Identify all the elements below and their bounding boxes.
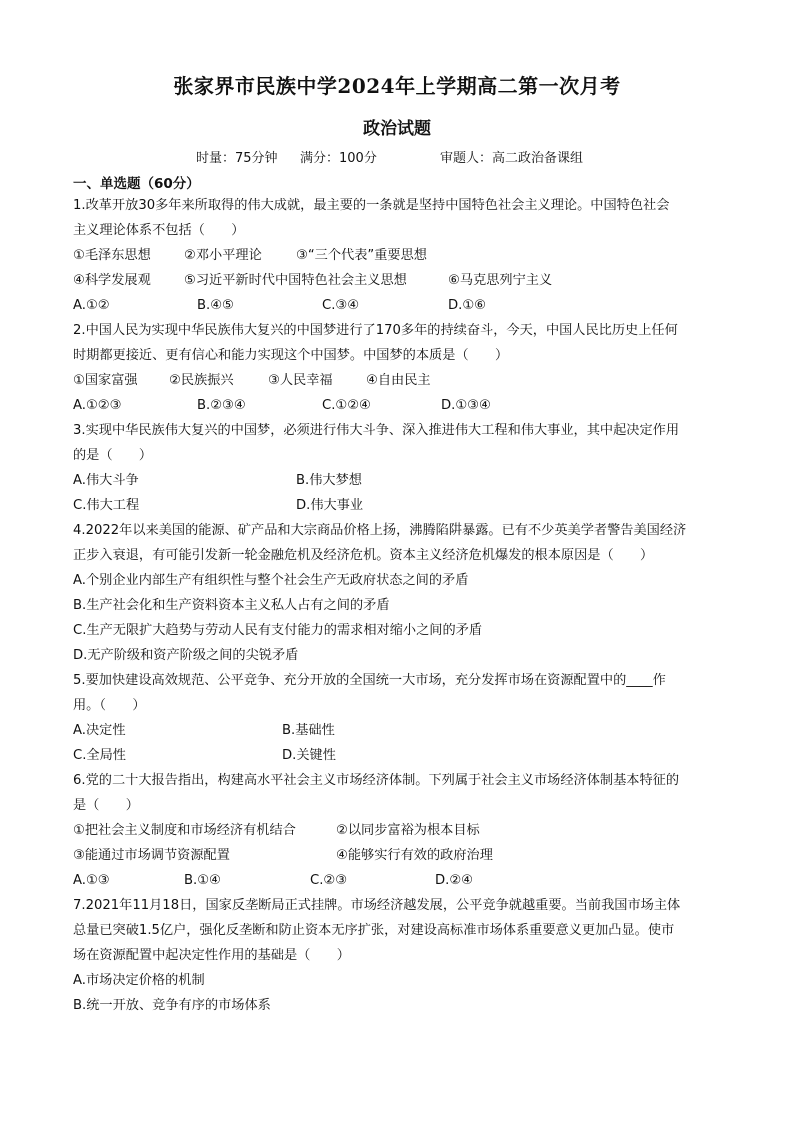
q2-item-4: ④自由民主	[366, 373, 431, 388]
q4-option-c: C.生产无限扩大趋势与劳动人民有支付能力的需求相对缩小之间的矛盾	[73, 623, 483, 638]
q6-stem-line1: 6.党的二十大报告指出，构建高水平社会主义市场经济体制。下列属于社会主义市场经济体制基本特征的	[73, 773, 680, 788]
exam-title: 张家界市民族中学2024年上学期高二第一次月考	[173, 74, 621, 98]
q3-stem-line1: 3.实现中华民族伟大复兴的中国梦，必须进行伟大斗争、深入推进伟大工程和伟大事业，其中起决定作用	[73, 423, 680, 438]
q4-option-b: B.生产社会化和生产资料资本主义私人占有之间的矛盾	[73, 598, 390, 613]
q7-option-a: A.市场决定价格的机制	[73, 973, 205, 988]
q6-option-b: B.①④	[184, 873, 221, 888]
q6-option-d: D.②④	[435, 873, 473, 888]
q2-option-c: C.①②④	[322, 398, 371, 413]
q2-option-d: D.①③④	[441, 398, 491, 413]
exam-info-line	[0, 147, 794, 167]
q1-item-3: ③“三个代表”重要思想	[296, 248, 427, 263]
q6-item-2: ②以同步富裕为根本目标	[336, 823, 480, 838]
q1-item-6: ⑥马克思列宁主义	[448, 273, 553, 288]
q7-option-b: B.统一开放、竞争有序的市场体系	[73, 998, 271, 1013]
q7-stem-line2: 总量已突破1.5亿户，强化反垄断和防止资本无序扩张，对建设高标准市场体系重要意义更加凸显。使市	[73, 923, 675, 938]
q1-item-4: ④科学发展观	[73, 273, 151, 288]
q1-stem-line2: 主义理论体系不包括（ ）	[73, 223, 245, 238]
q1-stem-line1: 1.改革开放30多年来所取得的伟大成就，最主要的一条就是坚持中国特色社会主义理论。中国特色社会	[73, 198, 670, 213]
q2-item-2: ②民族振兴	[169, 373, 234, 388]
q4-stem-line1: 4.2022年以来美国的能源、矿产品和大宗商品价格上扬，沸腾陷阱暴露。已有不少英美学者警告美国经济	[73, 523, 687, 538]
q4-option-d: D.无产阶级和资产阶级之间的尖锐矛盾	[73, 648, 299, 663]
q2-stem-line2: 时期都更接近、更有信心和能力实现这个中国梦。中国梦的本质是（ ）	[73, 348, 509, 363]
q1-option-c: C.③④	[322, 298, 360, 313]
q6-option-a: A.①③	[73, 873, 110, 888]
section-heading: 一、单选题（60分）	[73, 176, 200, 192]
q4-option-a: A.个别企业内部生产有组织性与整个社会生产无政府状态之间的矛盾	[73, 573, 469, 588]
q5-option-d: D.关键性	[282, 748, 336, 763]
q5-stem-line2: 用。（ ）	[73, 698, 146, 713]
q6-item-3: ③能通过市场调节资源配置	[73, 848, 230, 863]
q2-stem-line1: 2.中国人民为实现中华民族伟大复兴的中国梦进行了170多年的持续奋斗，今天，中国人民比历史上任何	[73, 323, 678, 338]
q3-option-c: C.伟大工程	[73, 498, 140, 513]
q6-stem-line2: 是（ ）	[73, 798, 139, 813]
q3-option-d: D.伟大事业	[296, 498, 364, 513]
q1-item-1: ①毛泽东思想	[73, 248, 151, 263]
q6-option-c: C.②③	[310, 873, 348, 888]
q1-item-5: ⑤习近平新时代中国特色社会主义思想	[184, 273, 407, 288]
q1-item-2: ②邓小平理论	[184, 248, 262, 263]
q5-stem-line1: 5.要加快建设高效规范、公平竞争、充分开放的全国统一大市场，充分发挥市场在资源配置中的____作	[73, 673, 666, 688]
q3-stem-line2: 的是（ ）	[73, 448, 153, 463]
q6-item-1: ①把社会主义制度和市场经济有机结合	[73, 823, 296, 838]
q5-option-a: A.决定性	[73, 723, 126, 738]
exam-reviewer: 审题人：高二政治备课组	[440, 151, 584, 166]
q3-option-b: B.伟大梦想	[296, 473, 362, 488]
exam-subtitle: 政治试题	[363, 119, 431, 139]
q2-option-b: B.②③④	[197, 398, 246, 413]
q2-option-a: A.①②③	[73, 398, 122, 413]
q7-stem-line1: 7.2021年11月18日，国家反垄断局正式挂牌。市场经济越发展，公平竞争就越重要。当前我国市场主体	[73, 898, 681, 913]
q1-option-b: B.④⑤	[197, 298, 234, 313]
q7-stem-line3: 场在资源配置中起决定性作用的基础是（ ）	[73, 948, 350, 963]
q1-option-a: A.①②	[73, 298, 110, 313]
q6-item-4: ④能够实行有效的政府治理	[336, 848, 493, 863]
q5-option-c: C.全局性	[73, 748, 126, 763]
q5-option-b: B.基础性	[282, 723, 335, 738]
exam-score: 满分：100分	[300, 151, 377, 166]
q2-item-1: ①国家富强	[73, 373, 138, 388]
q2-item-3: ③人民幸福	[268, 373, 333, 388]
exam-time: 时量：75分钟	[196, 151, 278, 166]
q3-option-a: A.伟大斗争	[73, 473, 139, 488]
q1-option-d: D.①⑥	[448, 298, 486, 313]
q4-stem-line2: 正步入衰退，有可能引发新一轮金融危机及经济危机。资本主义经济危机爆发的根本原因是（ ）	[73, 548, 654, 563]
